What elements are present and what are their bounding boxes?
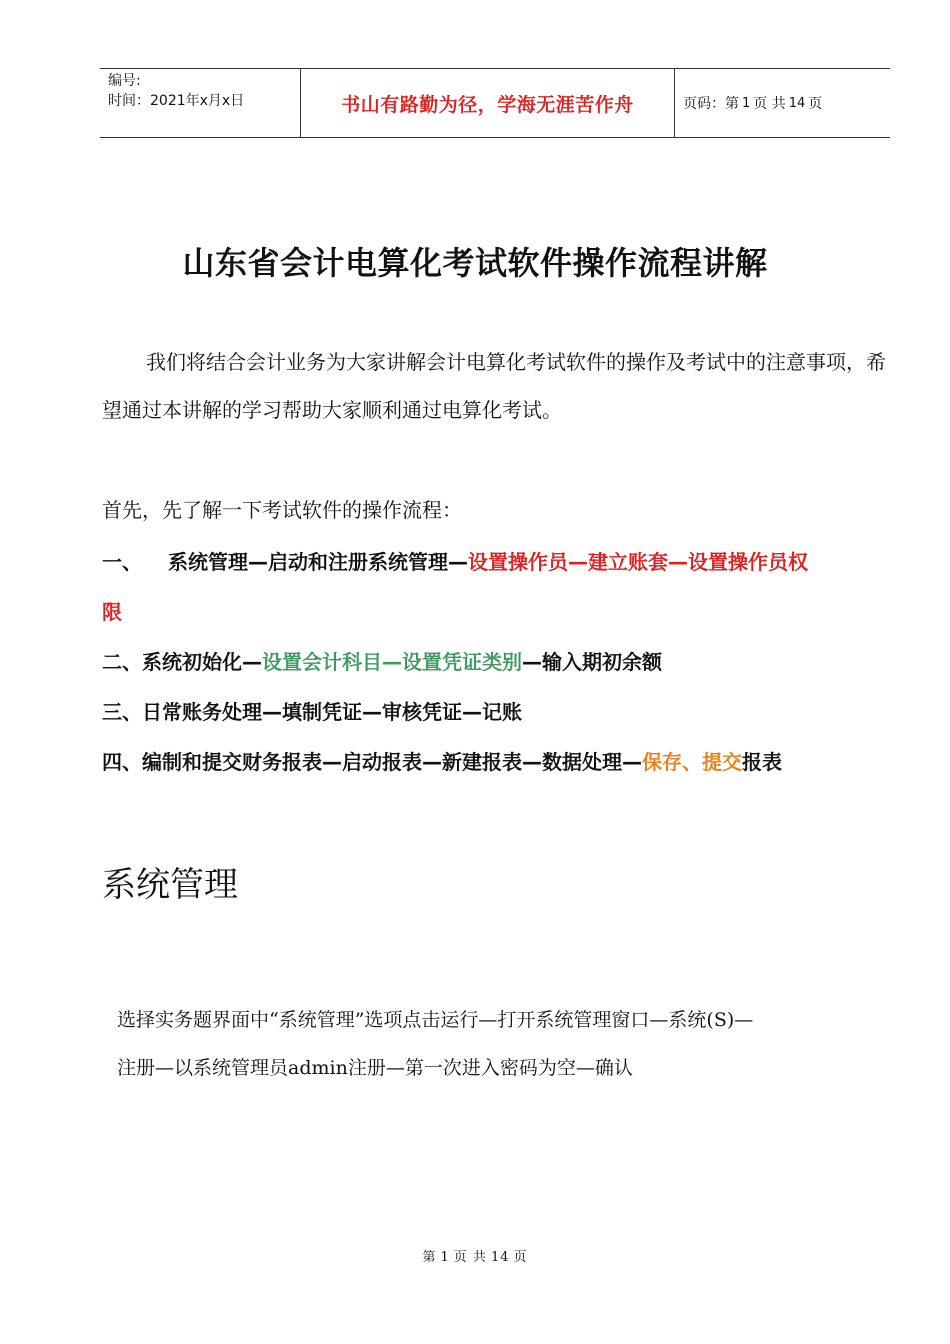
intro-text: 我们将结合会计业务为大家讲解会计电算化考试软件的操作及考试中的注意事项，希望通过本讲解的学习帮助大家顺利通过电算化考试。 (102, 350, 886, 422)
flow-step-3 (102, 687, 894, 737)
footer-mid: 页 共 (453, 1250, 487, 1265)
header-motto: 书山有路勤为径，学海无涯苦作舟 (301, 69, 675, 137)
flow-step-2-text: 二、系统初始化— (102, 650, 262, 674)
flow-step-1-continued: 限 (102, 600, 122, 624)
serial-label: 编号: (108, 73, 141, 89)
footer-current: 1 (440, 1250, 450, 1265)
flow-list (102, 537, 894, 787)
page-footer (0, 1246, 950, 1265)
flow-step-3-text: 三、日常账务处理—填制凭证—审核凭证—记账 (102, 700, 522, 724)
flow-step-4-highlight: 保存、提交 (642, 750, 742, 774)
header-meta-cell (100, 69, 301, 137)
flow-step-1 (102, 537, 894, 587)
section-body (117, 996, 899, 1092)
page-header (100, 68, 890, 138)
header-page-prefix: 页码：第 (683, 96, 739, 112)
header-page-mid: 页 共 (753, 96, 786, 112)
section-title: 系统管理 (102, 865, 238, 905)
flow-step-1-text: 系统管理—启动和注册系统管理— (168, 550, 468, 574)
footer-total: 14 (490, 1250, 510, 1265)
footer-prefix: 第 (422, 1250, 437, 1265)
section-body-line-2: 注册—以系统管理员admin注册—第一次进入密码为空—确认 (117, 1057, 633, 1079)
flow-step-1-prefix: 一、 (102, 550, 142, 574)
flow-step-4-text: 四、编制和提交财务报表—启动报表—新建报表—数据处理— (102, 750, 642, 774)
intro-paragraph (102, 338, 894, 434)
section-body-line-1: 选择实务题界面中“系统管理”选项点击运行—打开系统管理窗口—系统(S)— (117, 1009, 754, 1031)
header-page-total: 14 (788, 95, 806, 111)
flow-step-2-tail: —输入期初余额 (522, 650, 662, 674)
flow-step-1-highlight: 设置操作员—建立账套—设置操作员权 (468, 550, 808, 574)
header-page-info (675, 69, 890, 137)
flow-step-4-tail: 报表 (742, 750, 782, 774)
flow-heading: 首先，先了解一下考试软件的操作流程： (102, 498, 462, 522)
document-title: 山东省会计电算化考试软件操作流程讲解 (182, 244, 768, 282)
header-page-suffix: 页 (808, 96, 823, 112)
header-page-current: 1 (742, 95, 751, 111)
flow-step-4 (102, 737, 894, 787)
time-label: 时间：2021年x月x日 (108, 93, 245, 109)
footer-suffix: 页 (513, 1250, 528, 1265)
flow-step-2-highlight: 设置会计科目—设置凭证类别 (262, 650, 522, 674)
flow-step-2 (102, 637, 894, 687)
